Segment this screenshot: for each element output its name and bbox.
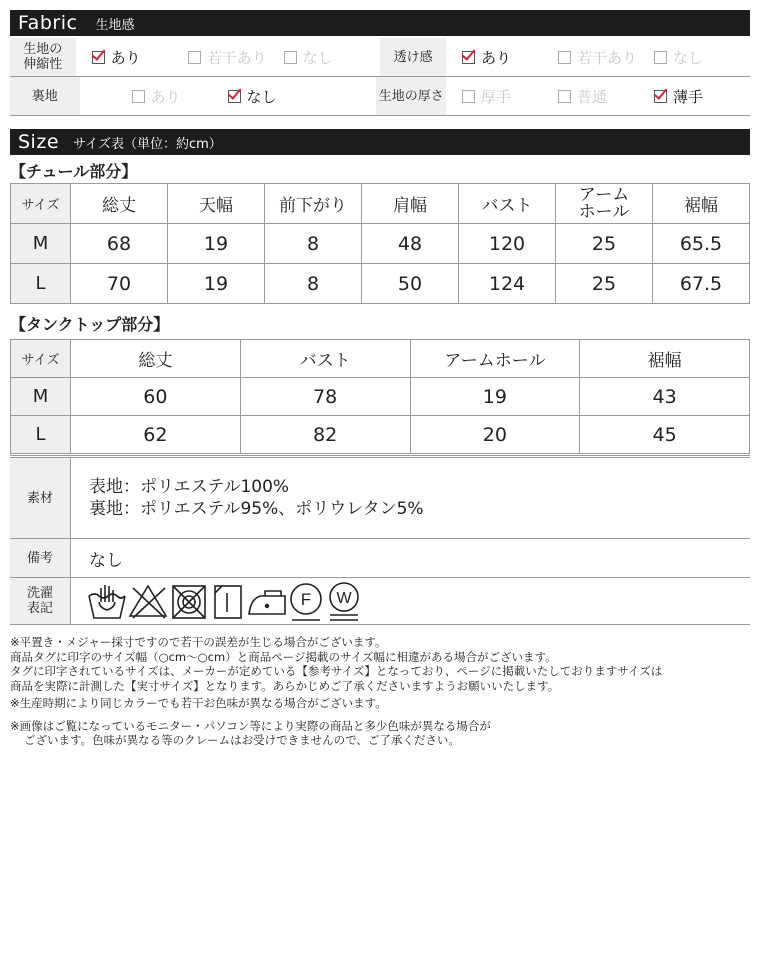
fabric-label: 生地の 伸縮性: [10, 38, 76, 76]
table-cell: 65.5: [653, 224, 750, 264]
table-cell: 82: [240, 416, 410, 454]
checkbox-checked-icon: [654, 90, 667, 103]
line-dry-shade-icon: [215, 586, 241, 618]
remarks-content: なし: [89, 550, 123, 571]
remarks-label: 備考: [10, 539, 71, 577]
details-block: [10, 455, 750, 625]
option-label: 厚手: [481, 87, 512, 106]
unchecked-option: [558, 47, 654, 68]
table-row: [11, 416, 750, 454]
table-cell: 20: [410, 416, 580, 454]
tulle-heading: 【チュール部分】: [10, 161, 138, 181]
table-cell: 8: [265, 224, 362, 264]
fabric-row: [10, 76, 750, 115]
remarks-row: [10, 539, 750, 578]
table-row: [11, 378, 750, 416]
option-label: なし: [246, 87, 277, 106]
column-header: 総丈: [71, 340, 241, 378]
care-icons: [71, 578, 750, 624]
care-symbols: [87, 580, 367, 622]
fabric-row: [10, 38, 750, 76]
material-line: 表地：ポリエステル100%: [89, 477, 290, 497]
column-header: アームホール: [410, 340, 580, 378]
checkbox-empty-icon: [188, 51, 201, 64]
fabric-options: [446, 38, 750, 76]
size-label: L: [11, 264, 71, 304]
table-cell: 68: [71, 224, 168, 264]
column-header: バスト: [459, 184, 556, 224]
fabric-label: 裏地: [10, 77, 80, 115]
fabric-options: [446, 77, 750, 115]
table-cell: 25: [556, 264, 653, 304]
column-header: アーム ホール: [556, 184, 653, 224]
material-row: [10, 458, 750, 539]
no-bleach-icon: [130, 586, 166, 618]
option-label: なし: [302, 48, 333, 67]
column-header: 総丈: [71, 184, 168, 224]
option-label: 薄手: [673, 87, 704, 106]
size-label: M: [11, 378, 71, 416]
option-label: あり: [480, 48, 511, 67]
size-subtitle: サイズ表（単位：約cm）: [73, 136, 222, 152]
table-cell: 62: [71, 416, 241, 454]
option-label: あり: [110, 48, 141, 67]
fabric-options: [80, 77, 376, 115]
unchecked-option: [188, 47, 284, 68]
column-header: 裾幅: [653, 184, 750, 224]
table-cell: 19: [410, 378, 580, 416]
option-label: なし: [672, 48, 703, 67]
checkbox-empty-icon: [558, 90, 571, 103]
care-row: [10, 578, 750, 625]
fabric-options: [76, 38, 380, 76]
footnote-line: 商品を実際に計測した【実寸サイズ】となります。あらかじめご了承くださいますようお願いいたします。: [10, 678, 560, 693]
table-cell: 45: [580, 416, 750, 454]
fabric-subtitle: 生地感: [95, 17, 135, 33]
checked-option: [92, 47, 188, 68]
column-header: 前下がり: [265, 184, 362, 224]
unchecked-option: [284, 47, 380, 68]
table-row: [11, 224, 750, 264]
table-cell: 67.5: [653, 264, 750, 304]
low-iron-icon: [249, 591, 285, 614]
size-title: Size: [18, 131, 60, 153]
footnote-line: タグに印字されているサイズは、メーカーが定めている【参考サイズ】となっており、ページに掲載いたしておりますサイズは: [10, 664, 663, 678]
unchecked-option: [462, 86, 558, 107]
table-cell: 43: [580, 378, 750, 416]
unchecked-option: [132, 86, 228, 107]
table-cell: 120: [459, 224, 556, 264]
checkbox-empty-icon: [284, 51, 297, 64]
footnote-line: 商品タグに印字のサイズ幅（○cm〜○cm）と商品ページ掲載のサイズ幅に相違がある場合がございます。: [10, 649, 557, 664]
checkbox-checked-icon: [92, 51, 105, 64]
table-cell: 19: [168, 264, 265, 304]
material-line: 裏地：ポリエステル95%、ポリウレタン5%: [89, 499, 424, 519]
table-cell: 60: [71, 378, 241, 416]
column-header: 肩幅: [362, 184, 459, 224]
dry-clean-letter: F: [300, 590, 312, 609]
checked-option: [228, 86, 324, 107]
table-row: [11, 264, 750, 304]
fabric-header: [10, 10, 750, 36]
table-cell: 70: [71, 264, 168, 304]
material-content: [71, 458, 750, 538]
wet-clean-letter: W: [336, 590, 352, 607]
table-cell: 19: [168, 224, 265, 264]
footnotes: [10, 635, 750, 748]
checkbox-checked-icon: [228, 90, 241, 103]
no-tumble-dry-icon: [173, 586, 205, 618]
option-label: あり: [150, 87, 181, 106]
option-label: 若干あり: [206, 48, 267, 67]
size-label: L: [11, 416, 71, 454]
table-cell: 124: [459, 264, 556, 304]
table-cell: 48: [362, 224, 459, 264]
size-corner-label: サイズ: [11, 340, 71, 378]
checkbox-empty-icon: [132, 90, 145, 103]
fabric-label: 透け感: [380, 38, 446, 76]
size-corner-label: サイズ: [11, 184, 71, 224]
footnote-line: ございます。色味が異なる等のクレームはお受けできませんので、ご了承ください。: [24, 733, 460, 747]
unchecked-option: [654, 47, 750, 68]
wet-clean-w-icon: [330, 583, 358, 620]
option-label: 普通: [577, 87, 608, 106]
size-header: [10, 129, 750, 155]
tank-heading: 【タンクトップ部分】: [10, 314, 170, 334]
table-cell: 50: [362, 264, 459, 304]
table-cell: 25: [556, 224, 653, 264]
fabric-grid: [10, 38, 750, 116]
option-label: 若干あり: [576, 48, 637, 67]
material-label: 素材: [10, 458, 71, 538]
hand-wash-icon: [89, 585, 125, 618]
checkbox-empty-icon: [654, 51, 667, 64]
checkbox-empty-icon: [558, 51, 571, 64]
column-header: 裾幅: [580, 340, 750, 378]
care-label: 洗濯 表記: [10, 578, 71, 624]
dry-clean-f-icon: [291, 584, 321, 620]
fabric-label: 生地の厚さ: [376, 77, 446, 115]
table-cell: 8: [265, 264, 362, 304]
unchecked-option: [558, 86, 654, 107]
tulle-size-table: [10, 183, 750, 304]
checked-option: [654, 86, 750, 107]
footnote-line: ※生産時期により同じカラーでも若干お色味が異なる場合がございます。: [10, 696, 387, 710]
column-header: バスト: [240, 340, 410, 378]
checkbox-empty-icon: [462, 90, 475, 103]
footnote-line: ※画像はご覧になっているモニター・パソコン等により実際の商品と多少色味が異なる場合が: [10, 718, 491, 733]
tank-size-table: [10, 339, 750, 454]
footnote-line: ※平置き・メジャー採寸ですので若干の誤差が生じる場合がございます。: [10, 635, 387, 649]
size-label: M: [11, 224, 71, 264]
fabric-title: Fabric: [18, 12, 78, 34]
table-cell: 78: [240, 378, 410, 416]
checkbox-checked-icon: [462, 51, 475, 64]
column-header: 天幅: [168, 184, 265, 224]
checked-option: [462, 47, 558, 68]
